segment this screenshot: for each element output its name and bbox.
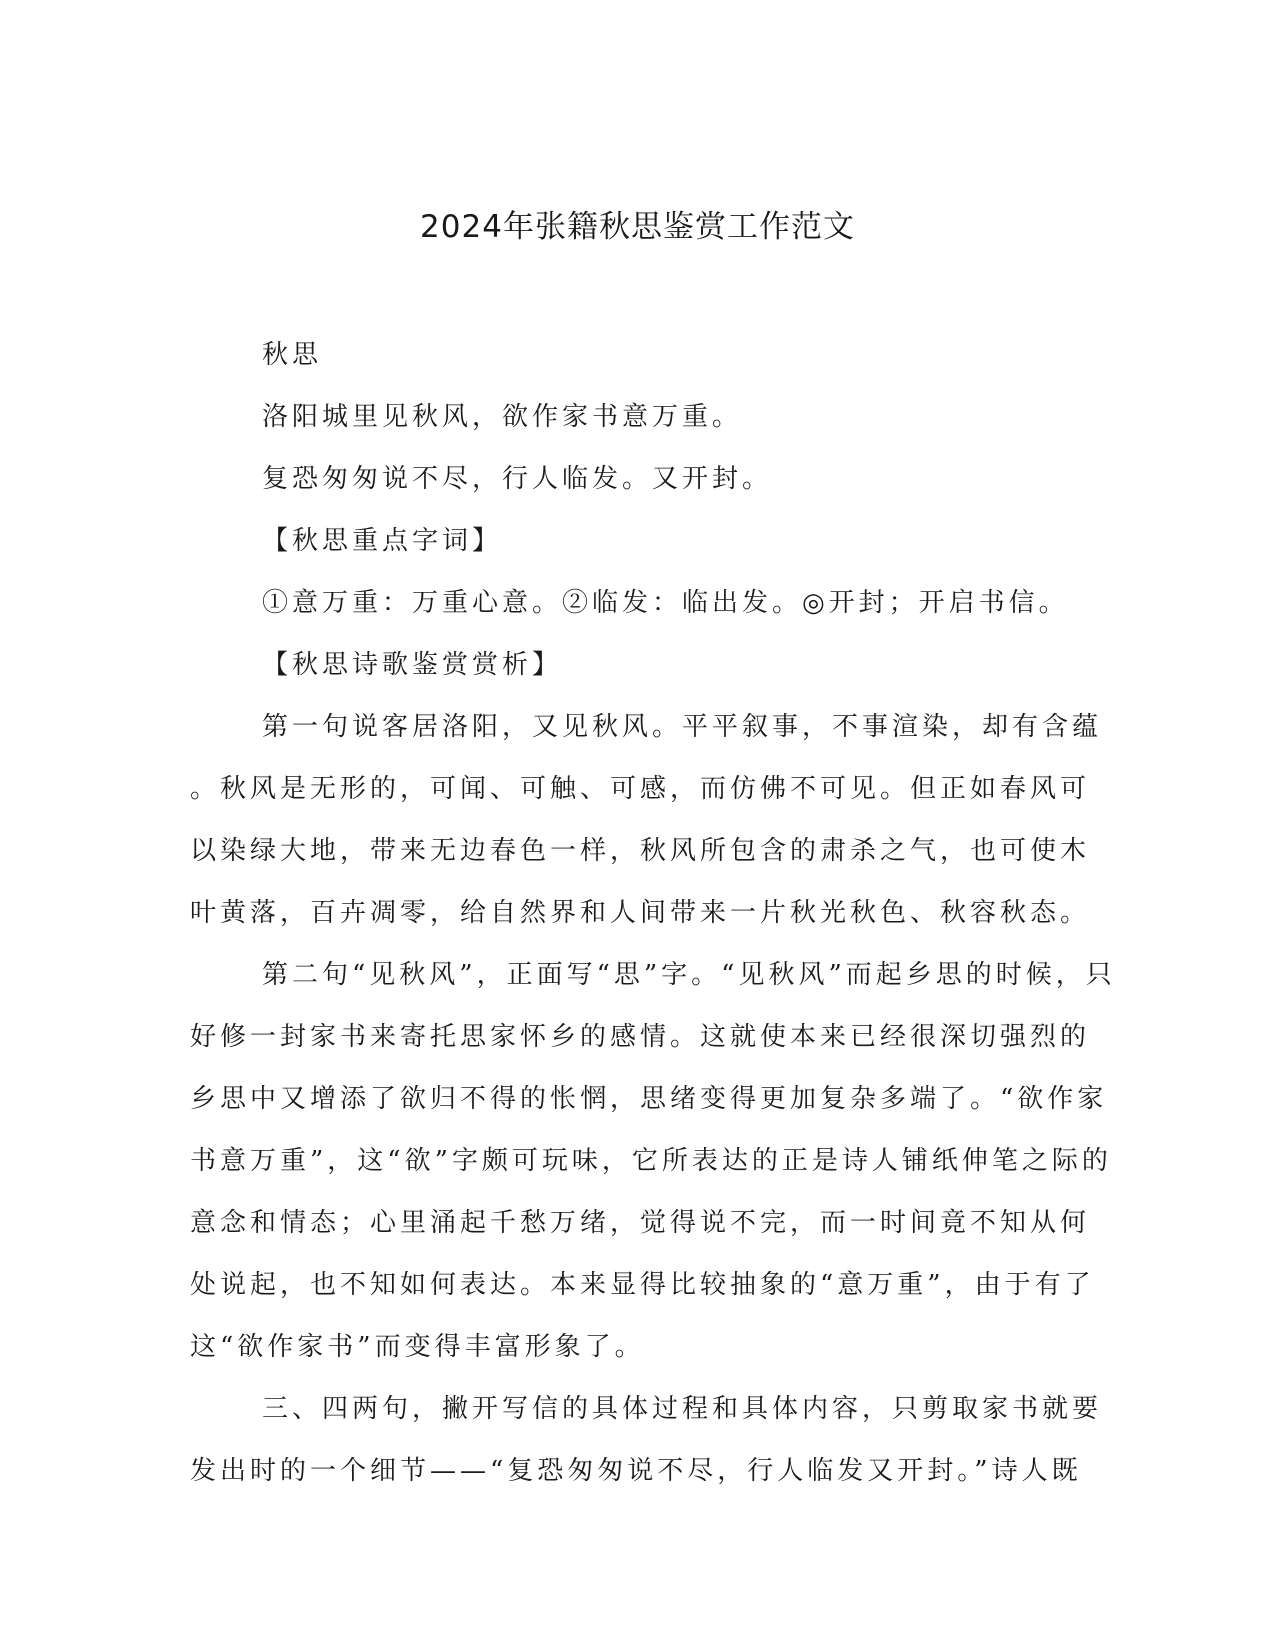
paragraph-line: 以染绿大地，带来无边春色一样，秋风所包含的肃杀之气，也可使木 — [190, 836, 1091, 866]
paragraph-line: 好修一封家书来寄托思家怀乡的感情。这就使本来已经很深切强烈的 — [190, 1022, 1091, 1052]
paragraph-line: 第一句说客居洛阳，又见秋风。平平叙事，不事渲染，却有含蕴 — [262, 712, 1103, 742]
paragraph-line: 第二句“见秋风”，正面写“思”字。“见秋风”而起乡思的时候，只 — [262, 960, 1116, 990]
paragraph-line: 三、四两句，撇开写信的具体过程和具体内容，只剪取家书就要 — [262, 1394, 1103, 1424]
paragraph-line: 书意万重”，这“欲”字颇可玩味，它所表达的正是诗人铺纸伸笔之际的 — [190, 1146, 1112, 1176]
paragraph-line: 叶黄落，百卉凋零，给自然界和人间带来一片秋光秋色、秋容秋态。 — [190, 898, 1091, 928]
paragraph-line: 发出时的一个细节——“复恐匆匆说不尽，行人临发又开封。”诗人既 — [190, 1456, 1082, 1486]
paragraph-line: 乡思中又增添了欲归不得的怅惘，思绪变得更加复杂多端了。“欲作家 — [190, 1084, 1108, 1114]
poem-title: 秋思 — [262, 340, 323, 370]
document-body — [190, 324, 1116, 1502]
paragraph-line: 这“欲作家书”而变得丰富形象了。 — [190, 1332, 645, 1362]
paragraph-line: 。秋风是无形的，可闻、可触、可感，而仿佛不可见。但正如春风可 — [190, 774, 1091, 804]
paragraph-line: 处说起，也不知如何表达。本来显得比较抽象的“意万重”，由于有了 — [190, 1270, 1095, 1300]
keywords-line: ①意万重：万重心意。②临发：临出发。◎开封；开启书信。 — [262, 588, 1069, 618]
poem-line-1: 洛阳城里见秋风，欲作家书意万重。 — [262, 402, 743, 432]
document-title: 2024年张籍秋思鉴赏工作范文 — [420, 209, 855, 245]
poem-line-2: 复恐匆匆说不尽，行人临发。又开封。 — [262, 464, 773, 494]
section-heading-keywords: 【秋思重点字词】 — [262, 526, 503, 556]
section-heading-appreciation: 【秋思诗歌鉴赏赏析】 — [262, 650, 563, 680]
paragraph-line: 意念和情态；心里涌起千愁万绪，觉得说不完，而一时间竟不知从何 — [190, 1208, 1091, 1238]
